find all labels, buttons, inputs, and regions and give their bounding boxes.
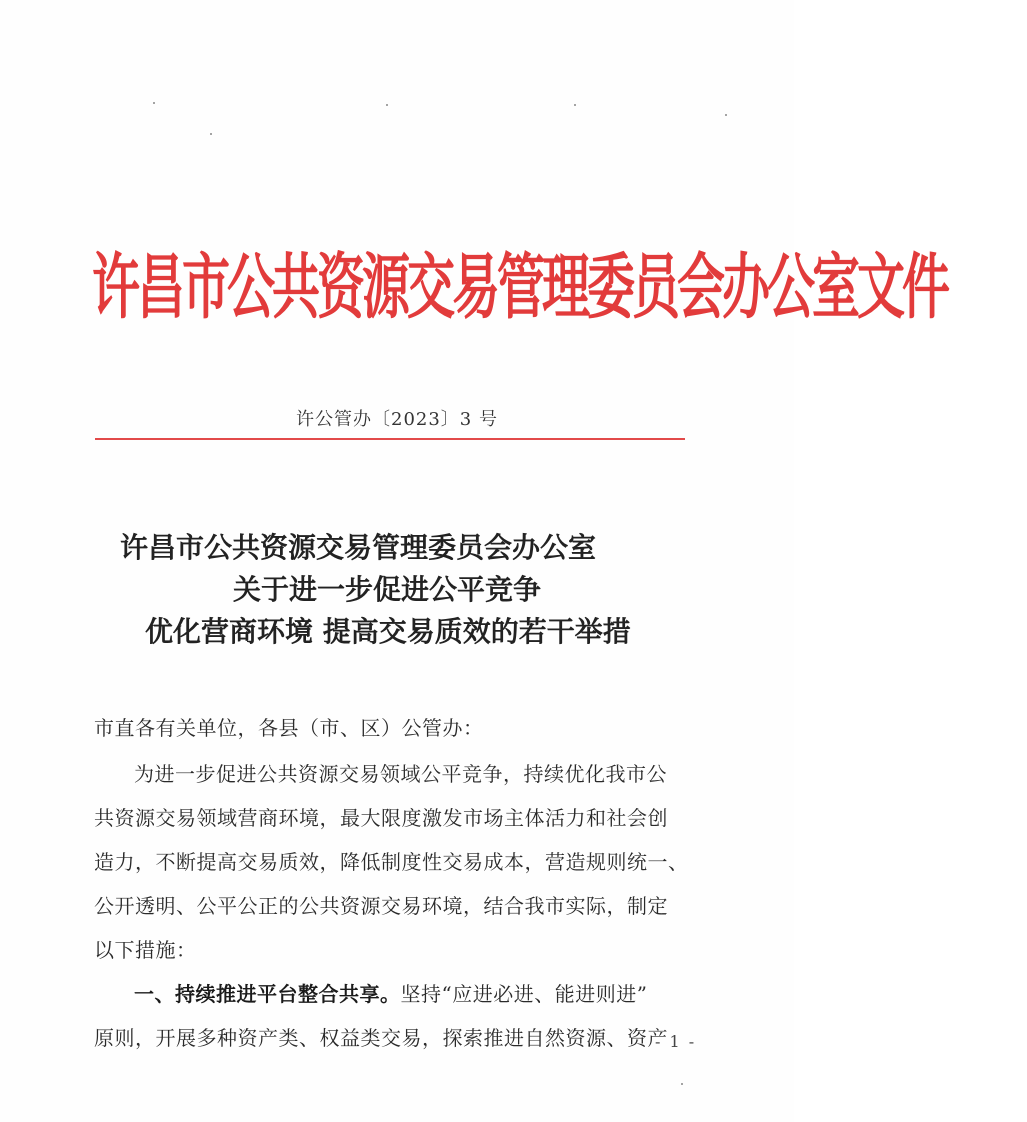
issuer-red-header: 许昌市公共资源交易管理委员会办公室文件 xyxy=(92,246,948,330)
list-item-1 xyxy=(134,978,694,1007)
document-title-line-2: 关于进一步促进公平竞争 xyxy=(233,573,542,606)
salutation: 市直各有关单位，各县（市、区）公管办： xyxy=(94,716,484,740)
red-separator-rule xyxy=(95,438,685,440)
paragraph-line: 原则，开展多种资产类、权益类交易，探索推进自然资源、资产 xyxy=(94,1026,668,1050)
scan-speck xyxy=(574,104,576,106)
paragraph-line: 造力，不断提高交易质效，降低制度性交易成本，营造规则统一、 xyxy=(94,850,689,874)
scan-speck xyxy=(210,133,212,135)
document-title-line-3: 优化营商环境 提高交易质效的若干举措 xyxy=(145,615,631,648)
scan-speck xyxy=(725,114,727,116)
list-item-1-heading: 一、持续推进平台整合共享。 xyxy=(134,982,401,1006)
page-number: - 1 - xyxy=(655,1032,697,1051)
document-number: 许公管办〔2023〕3 号 xyxy=(296,409,498,430)
scan-speck xyxy=(386,104,388,106)
scan-speck xyxy=(153,102,155,104)
paragraph-line: 为进一步促进公共资源交易领域公平竞争，持续优化我市公 xyxy=(134,762,667,786)
paragraph-line: 公开透明、公平公正的公共资源交易环境，结合我市实际，制定 xyxy=(94,894,668,918)
list-item-1-text: 坚持“应进必进、能进则进” xyxy=(400,982,648,1006)
document-title-line-1: 许昌市公共资源交易管理委员会办公室 xyxy=(120,531,597,564)
scan-speck xyxy=(681,1083,683,1085)
paragraph-line: 共资源交易领域营商环境，最大限度激发市场主体活力和社会创 xyxy=(94,806,668,830)
paragraph-line: 以下措施： xyxy=(94,938,197,962)
